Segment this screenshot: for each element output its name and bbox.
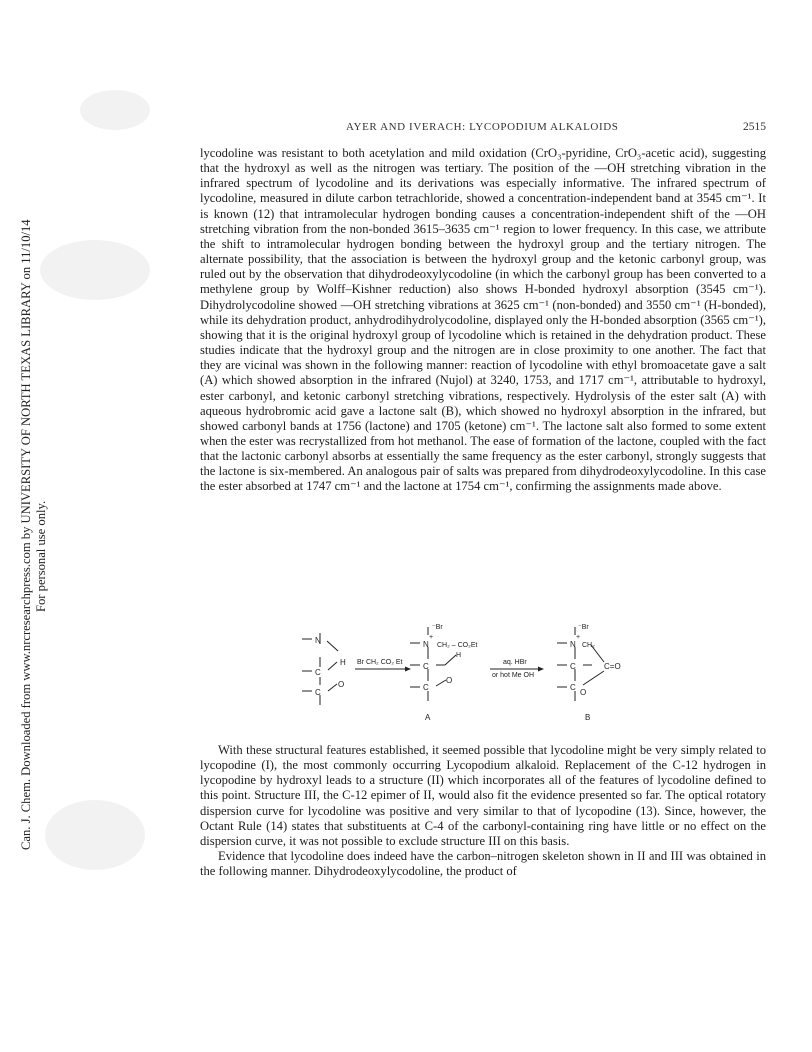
h-atom-a: H bbox=[456, 652, 462, 659]
body-text-top bbox=[200, 146, 766, 495]
reaction-scheme-svg bbox=[200, 617, 766, 737]
c-atom-b1: C bbox=[570, 662, 576, 671]
carbonyl-b: C=O bbox=[604, 662, 621, 671]
bromide-b: ⁻Br bbox=[578, 624, 589, 631]
reagent-2-line1: aq. HBr bbox=[503, 659, 527, 666]
arrow-2-head bbox=[538, 667, 544, 672]
n-atom-a: N bbox=[423, 640, 429, 649]
plus-b: + bbox=[576, 634, 581, 641]
watermark-line-2: For personal use only. bbox=[34, 500, 48, 612]
page-header bbox=[200, 121, 766, 137]
n-atom-b: N bbox=[570, 640, 576, 649]
plus-a: + bbox=[429, 634, 434, 641]
reaction-scheme bbox=[200, 617, 766, 737]
page-number: 2515 bbox=[743, 121, 766, 133]
o-atom-a: O bbox=[446, 676, 453, 685]
watermark-line-1: Can. J. Chem. Downloaded from www.nrcresearchpress.com by UNIVERSITY OF NORTH TEXAS LIBRARY on 11/10/14 bbox=[19, 219, 33, 850]
h-atom-1: H bbox=[340, 658, 346, 667]
scan-smudge bbox=[40, 240, 150, 300]
c-atom-b2: C bbox=[570, 683, 576, 692]
o-atom-b: O bbox=[580, 688, 587, 697]
arrow-1-head bbox=[405, 667, 411, 672]
scan-smudge bbox=[45, 800, 145, 870]
c-atom-1: C bbox=[315, 668, 321, 677]
o-atom-1: O bbox=[338, 680, 345, 689]
body-text-bottom bbox=[200, 743, 766, 879]
paragraph-1: lycodoline was resistant to both acetylation and mild oxidation (CrO₃-pyridine, CrO₃-acetic acid), suggesting that the hydroxyl as well as the nitrogen was tertiary. The position of the —OH stretching vibration in the infrared spectrum of lycodoline and its derivations was especially informative. The infrared spectrum of lycodoline, measured in dilute carbon tetrachloride, showed a concentration-independent band at 3545 cm⁻¹. It is known (12) that intramolecular hydrogen bonding causes a concentration-independent shift of the —OH stretching vibration from the non-bonded 3615–3635 cm⁻¹ region to lower frequency. In this case, we attribute the shift to intramolecular hydrogen bonding between the hydroxyl group and the tertiary nitrogen. The alternate possibility, that the association is between the hydroxyl group and the ketonic carbonyl group, was ruled out by the observation that dihydrodeoxylycodoline (in which the carbonyl group has been converted to a methylene group by Wolff–Kishner reduction) also shows H-bonded hydroxyl absorption (3545 cm⁻¹). Dihydrolycodoline showed —OH stretching vibrations at 3625 cm⁻¹ (non-bonded) and 3550 cm⁻¹ (H-bonded), while its dehydration product, anhydrodihydrolycodoline, displayed only the H-bonded absorption (3565 cm⁻¹), showing that it is the original hydroxyl group of lycodoline which is retained in the dehydration product. These studies indicate that the hydroxyl group and the nitrogen are in close proximity to one another. The fact that they are vicinal was shown in the following manner: reaction of lycodoline with ethyl bromoacetate gave a salt (A) which showed absorption in the infrared (Nujol) at 3240, 1753, and 1717 cm⁻¹, attributable to hydroxyl, ester carbonyl, and ketonic carbonyl stretching vibrations, respectively. Hydrolysis of the ester salt (A) with aqueous hydrobromic acid gave a lactone salt (B), which showed no hydroxyl absorption in the infrared, but showed carbonyl bands at 1756 (lactone) and 1705 (ketone) cm⁻¹. The lactone salt also formed to some extent when the ester was recrystallized from hot methanol. The ease of formation of the lactone, coupled with the fact that the lactonic carbonyl absorbs at essentially the same frequency as the ester carbonyl, strongly suggests that the lactone is six-membered. An analogous pair of salts was prepared from dihydrodeoxylycodoline. In this case the ester absorbed at 1747 cm⁻¹ and the lactone at 1754 cm⁻¹, confirming the assignments made above. bbox=[200, 146, 766, 494]
reagent-1: Br CH₂ CO₂ Et bbox=[357, 659, 403, 666]
c-atom-2: C bbox=[315, 688, 321, 697]
paragraph-3: Evidence that lycodoline does indeed have the carbon–nitrogen skeleton shown in II and III was obtained in the following manner. Dihydrodeoxylycodoline, the product of bbox=[200, 849, 766, 879]
running-title: AYER AND IVERACH: LYCOPODIUM ALKALOIDS bbox=[346, 121, 619, 133]
bromide-a: ⁻Br bbox=[432, 624, 443, 631]
ch2-b: CH₂ bbox=[582, 642, 595, 649]
download-watermark bbox=[0, 150, 48, 850]
paragraph-2: With these structural features established, it seemed possible that lycodoline might be very simply related to lycopodine (I), the most commonly occurring Lycopodium alkaloid. Replacement of the C-12 hydrogen in lycopodine by hydroxyl leads to a structure (II) which incorporates all of the features of lycodoline defined to this point. Structure III, the C-12 epimer of II, would also fit the evidence presented so far. The optical rotatory dispersion curve for lycodoline was positive and very similar to that of lycopodine (13). Since, however, the Octant Rule (14) states that substituents at C-4 of the carbonyl-containing ring have little or no effect on the dispersion curve, it was not possible to exclude structure III on this basis. bbox=[200, 743, 766, 848]
c-atom-a2: C bbox=[423, 683, 429, 692]
label-a: A bbox=[425, 713, 431, 722]
reagent-2-line2: or hot Me OH bbox=[492, 672, 535, 679]
ch2co2et-a: CH₂ – CO₂Et bbox=[437, 642, 478, 649]
scan-smudge bbox=[80, 90, 150, 130]
label-b: B bbox=[585, 713, 591, 722]
n-atom-1: N bbox=[315, 636, 321, 645]
c-atom-a1: C bbox=[423, 662, 429, 671]
